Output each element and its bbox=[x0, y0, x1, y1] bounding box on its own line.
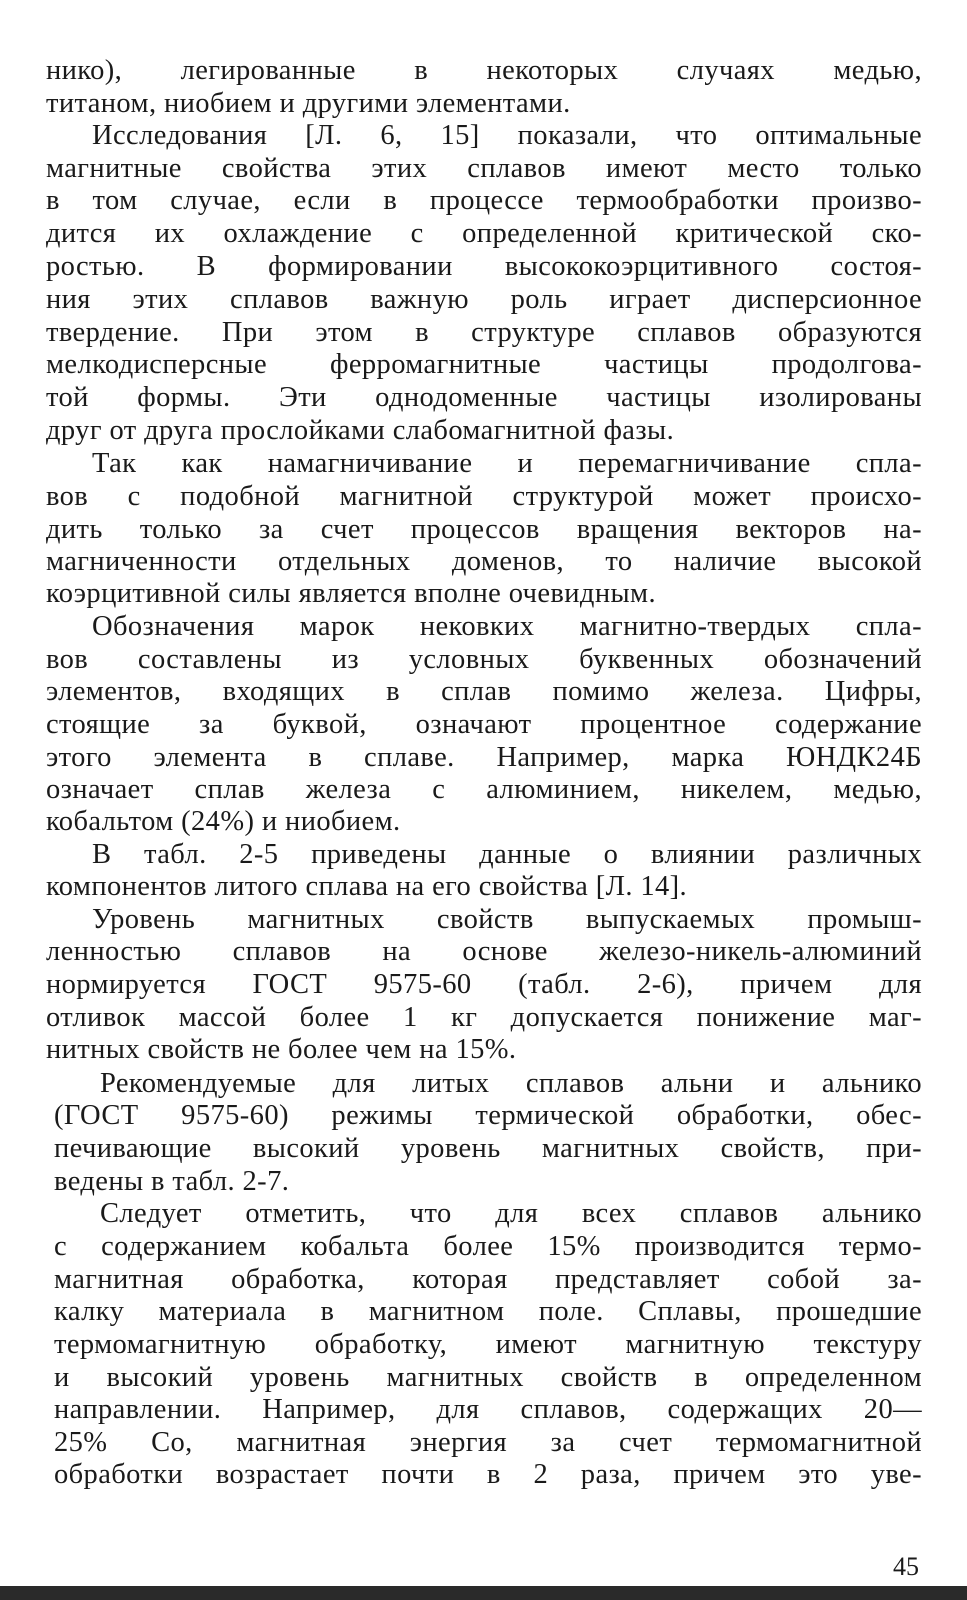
text-line: твердение. При этом в структуре сплавов образуются bbox=[46, 317, 922, 348]
text-line: элементов, входящих в сплав помимо железа. Цифры, bbox=[46, 676, 922, 707]
text-line: ленностью сплавов на основе железо-никель-алюминий bbox=[46, 936, 922, 967]
text-line: друг от друга прослойками слабомагнитной фазы. bbox=[46, 415, 675, 446]
text-line: обработки возрастает почти в 2 раза, причем это уве- bbox=[54, 1459, 922, 1490]
text-line: компонентов литого сплава на его свойства [Л. 14]. bbox=[46, 871, 688, 902]
text-line: мелкодисперсные ферромагнитные частицы продолгова- bbox=[46, 349, 922, 380]
text-line: с содержанием кобальта более 15% производится термо- bbox=[54, 1231, 922, 1262]
text-line: той формы. Эти однодоменные частицы изолированы bbox=[46, 382, 922, 413]
text-line: магниченности отдельных доменов, то наличие высокой bbox=[46, 546, 922, 577]
text-line: отливок массой более 1 кг допускается понижение маг- bbox=[46, 1002, 922, 1033]
scan-edge bbox=[0, 1586, 967, 1600]
text-line: магнитные свойства этих сплавов имеют место только bbox=[46, 153, 922, 184]
text-line: коэрцитивной силы является вполне очевидным. bbox=[46, 578, 656, 609]
text-line: кобальтом (24%) и ниобием. bbox=[46, 806, 401, 837]
text-line: титаном, ниобием и другими элементами. bbox=[46, 88, 571, 119]
text-line: Рекомендуемые для литых сплавов альни и альнико bbox=[100, 1068, 922, 1099]
text-line: нитных свойств не более чем на 15%. bbox=[46, 1034, 517, 1065]
text-line: В табл. 2-5 приведены данные о влиянии различных bbox=[92, 839, 922, 870]
text-line: нормируется ГОСТ 9575-60 (табл. 2-6), причем для bbox=[46, 969, 922, 1000]
text-line: ведены в табл. 2-7. bbox=[54, 1166, 290, 1197]
text-line: дится их охлаждение с определенной критической ско- bbox=[46, 218, 922, 249]
text-line: термомагнитную обработку, имеют магнитную текстуру bbox=[54, 1329, 922, 1360]
text-line: направлении. Например, для сплавов, содержащих 20— bbox=[54, 1394, 922, 1425]
text-line: Обозначения марок нековких магнитно-твердых спла- bbox=[92, 611, 922, 642]
text-line: в том случае, если в процессе термообработки произво- bbox=[46, 185, 922, 216]
text-line: и высокий уровень магнитных свойств в определенном bbox=[54, 1362, 922, 1393]
page-number: 45 bbox=[893, 1552, 919, 1581]
text-line: Следует отметить, что для всех сплавов альнико bbox=[100, 1198, 922, 1229]
text-line: ростью. В формировании высококоэрцитивного состоя- bbox=[46, 251, 922, 282]
text-line: печивающие высокий уровень магнитных свойств, при- bbox=[54, 1133, 922, 1164]
text-line: (ГОСТ 9575-60) режимы термической обработки, обес- bbox=[54, 1100, 922, 1131]
text-line: калку материала в магнитном поле. Сплавы, прошедшие bbox=[54, 1296, 922, 1327]
text-line: стоящие за буквой, означают процентное содержание bbox=[46, 709, 922, 740]
text-line: Исследования [Л. 6, 15] показали, что оптимальные bbox=[92, 120, 922, 151]
text-line: нико), легированные в некоторых случаях медью, bbox=[46, 55, 922, 86]
text-line: Уровень магнитных свойств выпускаемых промыш- bbox=[92, 904, 922, 935]
text-line: 25% Co, магнитная энергия за счет термомагнитной bbox=[54, 1427, 922, 1458]
text-line: вов составлены из условных буквенных обозначений bbox=[46, 644, 922, 675]
text-line: Так как намагничивание и перемагничивание спла- bbox=[92, 448, 922, 479]
text-line: вов с подобной магнитной структурой может происхо- bbox=[46, 481, 922, 512]
text-line: дить только за счет процессов вращения векторов на- bbox=[46, 514, 922, 545]
text-line: магнитная обработка, которая представляет собой за- bbox=[54, 1264, 922, 1295]
text-line: означает сплав железа с алюминием, никелем, медью, bbox=[46, 774, 922, 805]
text-line: этого элемента в сплаве. Например, марка ЮНДК24Б bbox=[46, 742, 922, 773]
text-line: ния этих сплавов важную роль играет дисперсионное bbox=[46, 284, 922, 315]
